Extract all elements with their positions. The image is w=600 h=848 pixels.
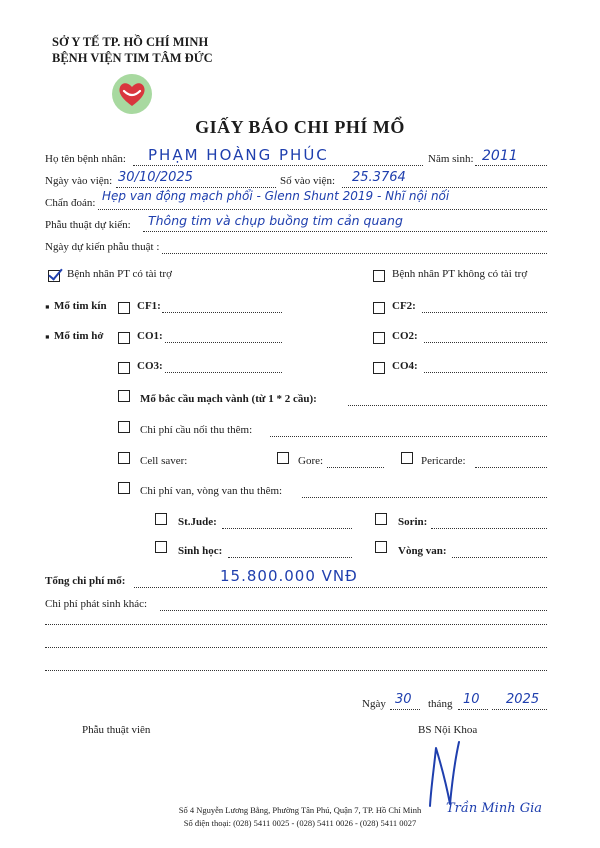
document-title: GIẤY BÁO CHI PHÍ MỔ: [195, 117, 405, 137]
cf1-checkbox[interactable]: [118, 302, 130, 314]
birth-year-value[interactable]: 2011: [482, 148, 518, 164]
bypass-label: Mổ bắc cầu mạch vành (từ 1 * 2 cầu):: [140, 393, 317, 405]
ministry-name: SỞ Y TẾ TP. HỒ CHÍ MINH: [52, 35, 209, 49]
hospital-name: BỆNH VIỆN TIM TÂM ĐỨC: [52, 51, 213, 65]
co1-checkbox[interactable]: [118, 332, 130, 344]
co3-checkbox[interactable]: [118, 362, 130, 374]
total-label: Tổng chi phí mổ:: [45, 575, 126, 587]
cell-saver-label: Cell saver:: [140, 455, 188, 467]
patient-name-label: Họ tên bệnh nhân:: [45, 153, 126, 165]
ring-label: Vòng van:: [398, 545, 447, 557]
co4-checkbox[interactable]: [373, 362, 385, 374]
bypass-extra-label: Chi phí cầu nối thu thêm:: [140, 424, 253, 436]
co3-label: CO3:: [137, 360, 163, 372]
co1-label: CO1:: [137, 330, 163, 342]
admit-date-label: Ngày vào viện:: [45, 175, 113, 187]
co4-label: CO4:: [392, 360, 418, 372]
gore-label: Gore:: [298, 455, 324, 467]
record-no-label: Số vào viện:: [280, 175, 335, 187]
birth-year-label: Năm sinh:: [428, 153, 474, 165]
open-heart-label: Mổ tim hở: [54, 330, 104, 342]
physician-name: Trần Minh Gia: [446, 801, 542, 816]
record-no-value[interactable]: 25.3764: [352, 170, 406, 185]
other-costs-line-2[interactable]: [45, 647, 547, 648]
hospital-logo-icon: [111, 73, 153, 115]
planned-surgery-value[interactable]: Thông tim và chụp buồng tim cản quang: [148, 213, 403, 228]
footer-phone: Số điện thoại: (028) 5411 0025 - (028) 5411 0026 - (028) 5411 0027: [183, 818, 417, 828]
diagnosis-label: Chẩn đoán:: [45, 197, 96, 209]
footer-address: Số 4 Nguyễn Lương Bằng, Phường Tân Phú, Quận 7, TP. Hồ Chí Minh: [178, 805, 422, 815]
pericarde-checkbox[interactable]: [401, 452, 413, 464]
admit-date-value[interactable]: 30/10/2025: [118, 170, 193, 185]
planned-surgery-label: Phẫu thuật dự kiến:: [45, 219, 131, 231]
sorin-checkbox[interactable]: [375, 513, 387, 525]
co2-checkbox[interactable]: [373, 332, 385, 344]
st-jude-checkbox[interactable]: [155, 513, 167, 525]
pericarde-label: Pericarde:: [421, 455, 466, 467]
date-day-label: Ngày: [362, 698, 386, 710]
bio-checkbox[interactable]: [155, 541, 167, 553]
cf1-label: CF1:: [137, 300, 161, 312]
sponsored-label: Bệnh nhân PT có tài trợ: [67, 268, 172, 280]
valve-extra-checkbox[interactable]: [118, 482, 130, 494]
physician-label: BS Nội Khoa: [418, 724, 478, 736]
other-costs-line-1[interactable]: [45, 624, 547, 625]
sponsored-checkbox[interactable]: [48, 270, 60, 282]
co2-label: CO2:: [392, 330, 418, 342]
patient-name-value[interactable]: PHẠM HOÀNG PHÚC: [148, 146, 329, 164]
diagnosis-value[interactable]: Hẹp van động mạch phổi - Glenn Shunt 2019 - Nhĩ nội nối: [102, 189, 450, 203]
not-sponsored-label: Bệnh nhân PT không có tài trợ: [392, 268, 528, 280]
sorin-label: Sorin:: [398, 516, 428, 528]
cf2-label: CF2:: [392, 300, 416, 312]
cell-saver-checkbox[interactable]: [118, 452, 130, 464]
bio-label: Sinh học:: [178, 545, 223, 557]
open-heart-bullet: ▪: [45, 329, 50, 344]
date-day-value[interactable]: 30: [395, 692, 412, 707]
closed-heart-label: Mổ tim kín: [54, 300, 107, 312]
surgeon-label: Phẫu thuật viên: [82, 724, 151, 736]
valve-extra-label: Chi phí van, vòng van thu thêm:: [140, 485, 283, 497]
date-month-label: tháng: [428, 698, 453, 710]
gore-checkbox[interactable]: [277, 452, 289, 464]
date-month-value[interactable]: 10: [463, 692, 480, 707]
total-value[interactable]: 15.800.000 VNĐ: [220, 567, 358, 585]
not-sponsored-checkbox[interactable]: [373, 270, 385, 282]
other-costs-line-3[interactable]: [45, 670, 547, 671]
cf2-checkbox[interactable]: [373, 302, 385, 314]
planned-date-label: Ngày dự kiến phẫu thuật :: [45, 241, 160, 253]
other-costs-label: Chi phí phát sinh khác:: [45, 598, 148, 610]
bypass-extra-checkbox[interactable]: [118, 421, 130, 433]
date-year-value[interactable]: 2025: [506, 692, 540, 707]
closed-heart-bullet: ▪: [45, 299, 50, 314]
st-jude-label: St.Jude:: [178, 516, 217, 528]
ring-checkbox[interactable]: [375, 541, 387, 553]
bypass-checkbox[interactable]: [118, 390, 130, 402]
